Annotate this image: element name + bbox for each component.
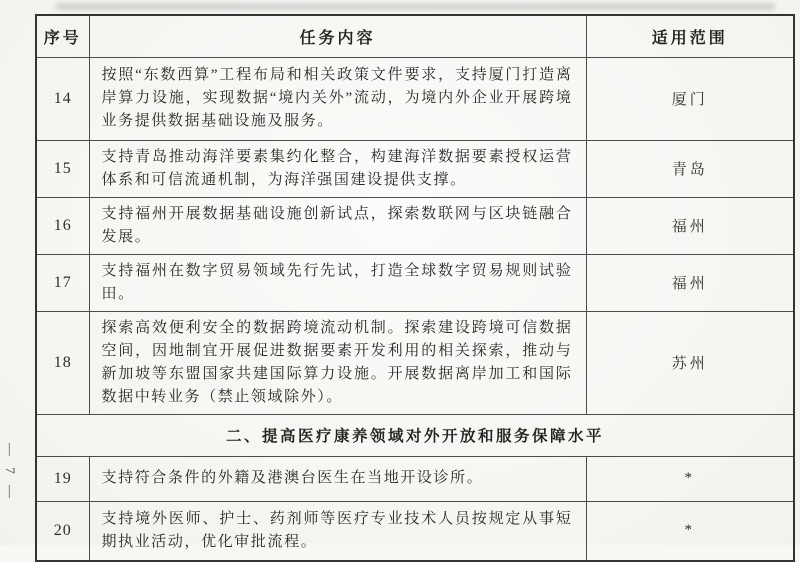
- serial-cell: 15: [36, 140, 89, 197]
- task-cell: 支持符合条件的外籍及港澳台医生在当地开设诊所。: [89, 456, 586, 501]
- task-cell: 按照“东数西算”工程布局和相关政策文件要求，支持厦门打造离岸算力设施，实现数据“境内关外”流动，为境内外企业开展跨境业务提供数据基础设施及服务。: [89, 57, 586, 140]
- table-header-row: [36, 15, 794, 57]
- scope-cell: 青岛: [586, 140, 794, 197]
- serial-cell: 19: [36, 456, 89, 501]
- task-cell: 支持福州在数字贸易领域先行先试，打造全球数字贸易规则试验田。: [89, 254, 586, 311]
- serial-cell: 17: [36, 254, 89, 311]
- table-row-16: [36, 197, 794, 254]
- table-row-19: [36, 456, 794, 501]
- task-cell: 支持境外医师、护士、药剂师等医疗专业技术人员按规定从事短期执业活动，优化审批流程。: [89, 501, 586, 561]
- table-row-15: [36, 140, 794, 197]
- scope-cell: 苏州: [586, 311, 794, 414]
- section-title: 二、提高医疗康养领域对外开放和服务保障水平: [36, 414, 794, 456]
- task-cell: 探索高效便利安全的数据跨境流动机制。探索建设跨境可信数据空间，因地制宜开展促进数据要素开发利用的相关探索，推动与新加坡等东盟国家共建国际算力设施。开展数据离岸加工和国际数据中转业务（禁止领域除外）。: [89, 311, 586, 414]
- table-row-18: [36, 311, 794, 414]
- table-row-14: [36, 57, 794, 140]
- header-applicable-scope: 适用范围: [586, 15, 794, 57]
- serial-cell: 20: [36, 501, 89, 561]
- table-row-20: [36, 501, 794, 561]
- scope-cell: *: [586, 456, 794, 501]
- header-task-content: 任务内容: [89, 15, 586, 57]
- table-row-17: [36, 254, 794, 311]
- header-serial-number: 序号: [36, 15, 89, 57]
- tasks-table: [35, 14, 795, 562]
- scope-cell: 福州: [586, 254, 794, 311]
- scope-cell: 福州: [586, 197, 794, 254]
- task-cell: 支持青岛推动海洋要素集约化整合，构建海洋数据要素授权运营体系和可信流通机制，为海洋强国建设提供支撑。: [89, 140, 586, 197]
- scope-cell: *: [586, 501, 794, 561]
- section-header-row: [36, 414, 794, 456]
- scan-artifact-smudge: [55, 3, 775, 10]
- serial-cell: 18: [36, 311, 89, 414]
- task-cell: 支持福州开展数据基础设施创新试点，探索数联网与区块链融合发展。: [89, 197, 586, 254]
- serial-cell: 16: [36, 197, 89, 254]
- scope-cell: 厦门: [586, 57, 794, 140]
- page-number: — 7 —: [3, 443, 18, 502]
- serial-cell: 14: [36, 57, 89, 140]
